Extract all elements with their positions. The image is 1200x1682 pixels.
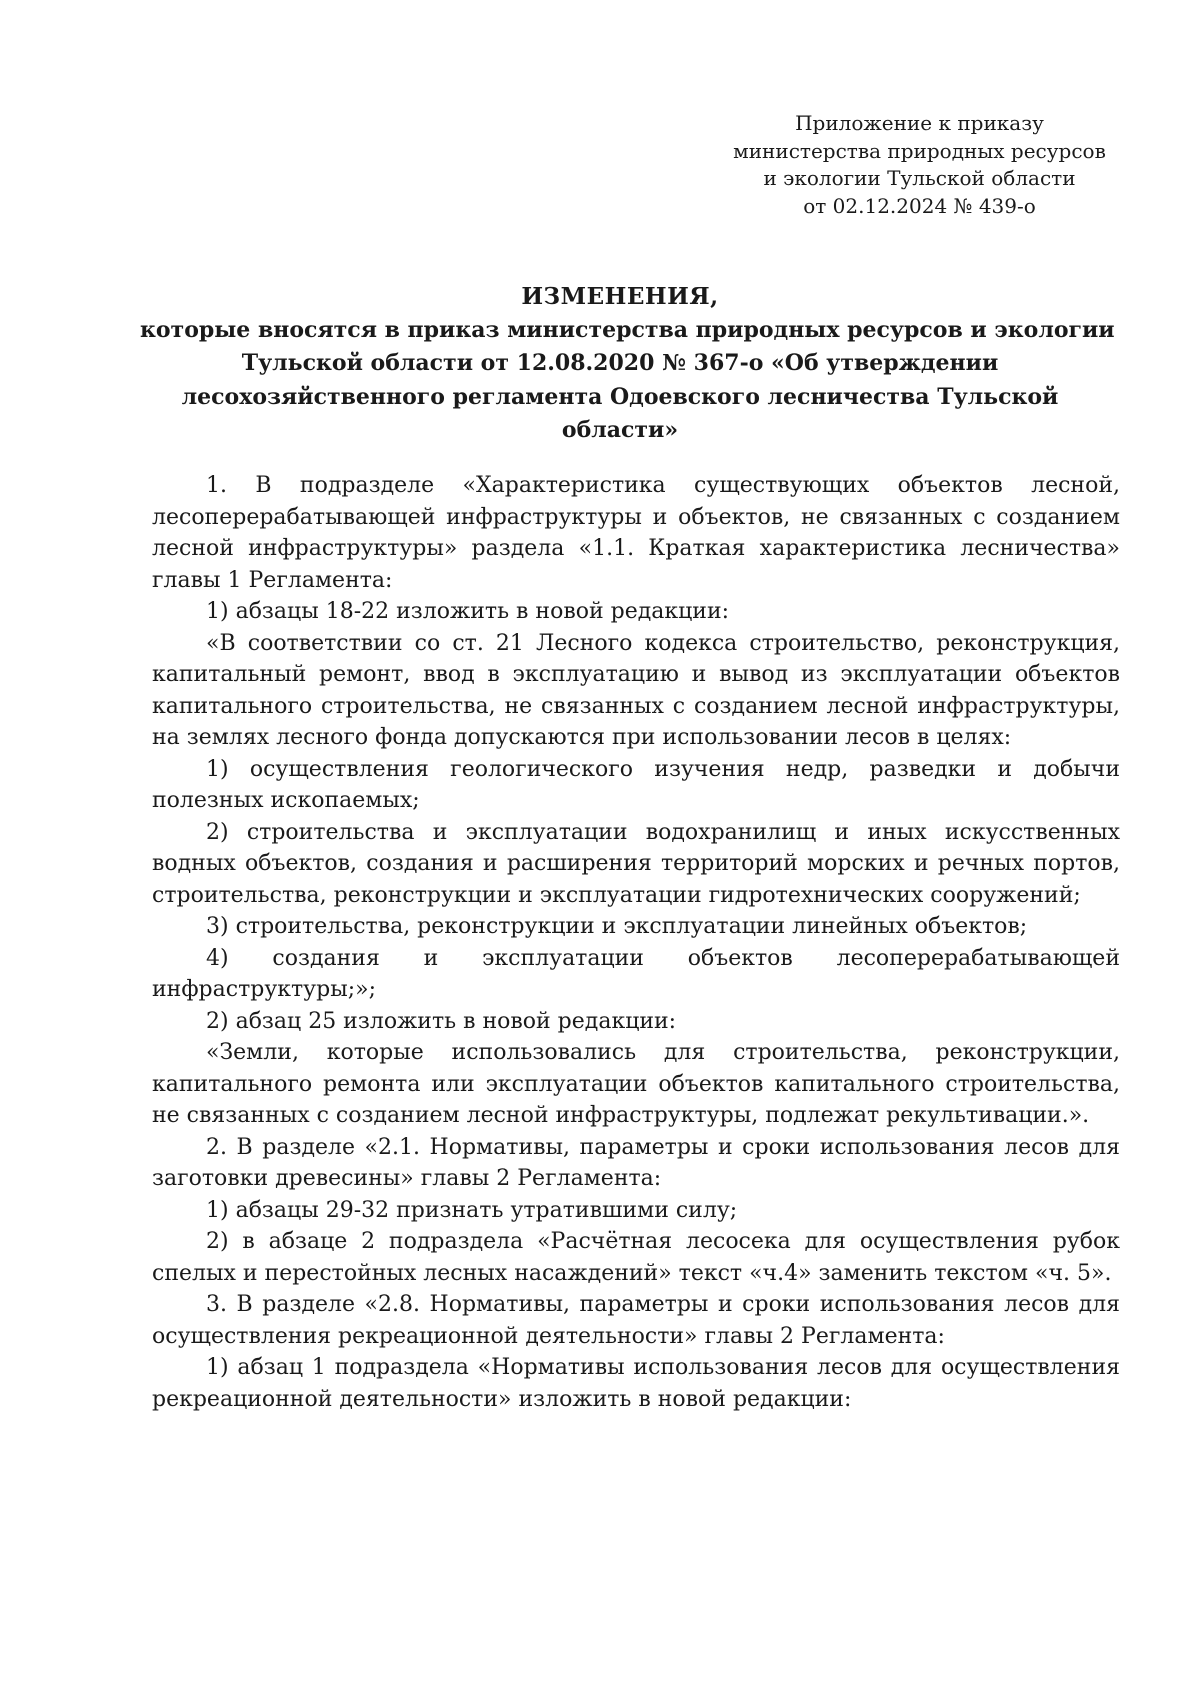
title-subtitle-line: области» <box>561 417 679 443</box>
quoted-paragraph: «Земли, которые использовались для строительства, реконструкции, капитального ремонта или эксплуатации объектов капитального строительства, не связанных с созданием лесной инфраструктуры, подлежат рекультивации.». <box>152 1040 1120 1128</box>
paragraph-item-1: 1. В подразделе «Характеристика существующих объектов лесной, лесоперерабатывающей инфраструктуры и объектов, не связанных с созданием лесной инфраструктуры» раздела «1.1. Краткая характеристика лесничества» главы 1 Регламента: <box>152 473 1120 593</box>
title-subtitle-line: которые вносятся в приказ министерства природных ресурсов и экологии <box>140 316 1115 343</box>
appendix-date-number: от 02.12.2024 № 439-о <box>803 193 1036 218</box>
title-subtitle-line: Тульской области от 12.08.2020 № 367-о «Об утверждении <box>241 350 999 376</box>
paragraph-subitem: 2) абзац 25 изложить в новой редакции: <box>206 1008 677 1034</box>
title-main: ИЗМЕНЕНИЯ, <box>521 283 719 310</box>
list-item: 2) строительства и эксплуатации водохранилищ и иных искусственных водных объектов, создания и расширения территорий морских и речных портов, строительства, реконструкции и эксплуатации гидротехнических сооружений; <box>152 819 1120 908</box>
paragraph-subitem: 1) абзац 1 подраздела «Нормативы использования лесов для осуществления рекреационной деятельности» изложить в новой редакции: <box>152 1355 1120 1412</box>
paragraph-subitem: 1) абзацы 29-32 признать утратившими силу; <box>206 1197 738 1223</box>
document-title <box>140 280 1115 448</box>
paragraph-subitem: 2) в абзаце 2 подраздела «Расчётная лесосека для осуществления рубок спелых и перестойных лесных насаждений» текст «ч.4» заменить текстом «ч. 5». <box>152 1229 1120 1286</box>
appendix-line: министерства природных ресурсов <box>733 138 1106 163</box>
appendix-header <box>722 110 1117 220</box>
list-item: 4) создания и эксплуатации объектов лесоперерабатывающей инфраструктуры;»; <box>152 945 1120 1002</box>
title-subtitle-line: лесохозяйственного регламента Одоевского лесничества Тульской <box>181 383 1059 410</box>
list-item: 1) осуществления геологического изучения недр, разведки и добычи полезных ископаемых; <box>152 756 1120 813</box>
paragraph-item-2: 2. В разделе «2.1. Нормативы, параметры и сроки использования лесов для заготовки древесины» главы 2 Регламента: <box>152 1134 1120 1191</box>
paragraph-item-3: 3. В разделе «2.8. Нормативы, параметры и сроки использования лесов для осуществления рекреационной деятельности» главы 2 Регламента: <box>152 1292 1120 1349</box>
appendix-line: Приложение к приказу <box>795 111 1044 135</box>
list-item: 3) строительства, реконструкции и эксплуатации линейных объектов; <box>206 914 1028 939</box>
paragraph-subitem: 1) абзацы 18-22 изложить в новой редакции: <box>206 599 730 624</box>
appendix-line: и экологии Тульской области <box>763 166 1076 190</box>
document-body <box>152 470 1120 1415</box>
quoted-paragraph: «В соответствии со ст. 21 Лесного кодекса строительство, реконструкция, капитальный ремонт, ввод в эксплуатацию и вывод из эксплуатации объектов капитального строительства, не связанных с созданием лесной инфраструктуры, на землях лесного фонда допускаются при использовании лесов в целях: <box>152 630 1120 750</box>
